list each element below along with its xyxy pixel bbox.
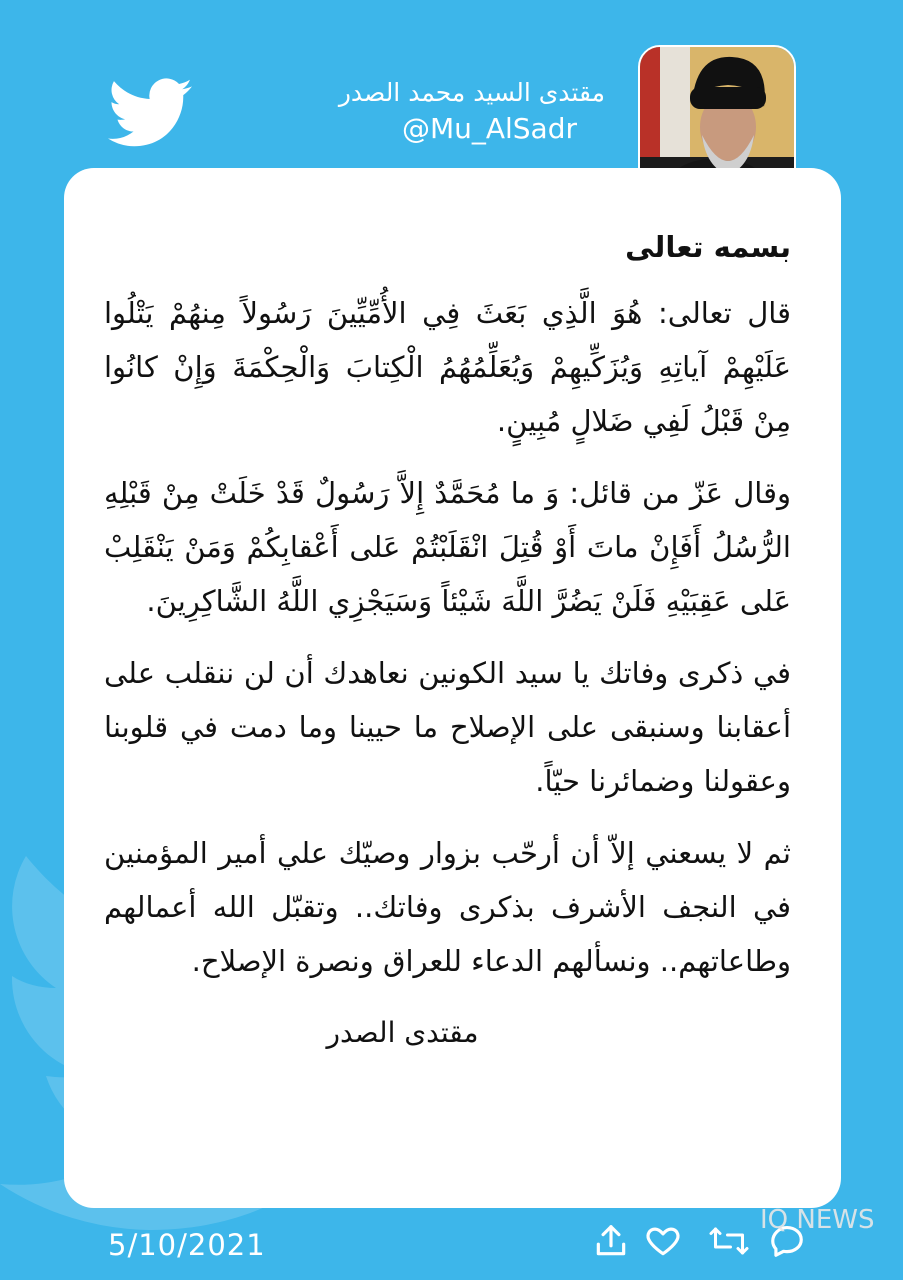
twitter-bird-icon	[108, 78, 192, 148]
tweet-paragraph: في ذكرى وفاتك يا سيد الكونين نعاهدك أن لن ننقلب على أعقابنا وسنبقى على الإصلاح ما حيينا وما دمت في قلوبنا وعقولنا وضمائرنا حيّاً.	[104, 656, 791, 798]
user-handle[interactable]: @Mu_AlSadr	[401, 112, 577, 145]
tweet-date: 5/10/2021	[108, 1228, 266, 1262]
tweet-body	[104, 230, 791, 1049]
retweet-icon[interactable]	[708, 1222, 750, 1260]
tweet-signature: مقتدى الصدر	[326, 1016, 479, 1049]
tweet-paragraph: ثم لا يسعني إلاّ أن أرحّب بزوار وصيّك علي أمير المؤمنين في النجف الأشرف بذكرى وفاتك.. وتقبّل الله أعمالهم وطاعاتهم.. ونسألهم الدعاء للعراق ونصرة الإصلاح.	[104, 836, 791, 978]
tweet-card	[64, 168, 841, 1208]
like-icon[interactable]	[644, 1222, 682, 1260]
share-icon[interactable]	[592, 1222, 630, 1260]
tweet-paragraph: قال تعالى: هُوَ الَّذِي بَعَثَ فِي الأُمِّيِّينَ رَسُولاً مِنهُمْ يَتْلُوا عَلَيْهِمْ آياتِهِ وَيُزَكِّيهِمْ وَيُعَلِّمُهُمُ الْكِتابَ وَالْحِكْمَةَ وَإِنْ كانُوا مِنْ قَبْلُ لَفِي ضَلالٍ مُبِينٍ.	[104, 296, 791, 438]
tweet-paragraph: وقال عَزّ من قائل: وَ ما مُحَمَّدٌ إِلاَّ رَسُولٌ قَدْ خَلَتْ مِنْ قَبْلِهِ الرُّسُلُ أَفَإِنْ ماتَ أَوْ قُتِلَ انْقَلَبْتُمْ عَلى أَعْقابِكُمْ وَمَنْ يَنْقَلِبْ عَلى عَقِبَيْهِ فَلَنْ يَضُرَّ اللَّهَ شَيْئاً وَسَيَجْزِي اللَّهُ الشَّاكِرِينَ.	[104, 476, 791, 618]
news-watermark: IQ NEWS	[760, 1205, 875, 1235]
display-name[interactable]: مقتدى السيد محمد الصدر	[338, 78, 605, 107]
tweet-heading: بسمه تعالى	[625, 230, 791, 264]
